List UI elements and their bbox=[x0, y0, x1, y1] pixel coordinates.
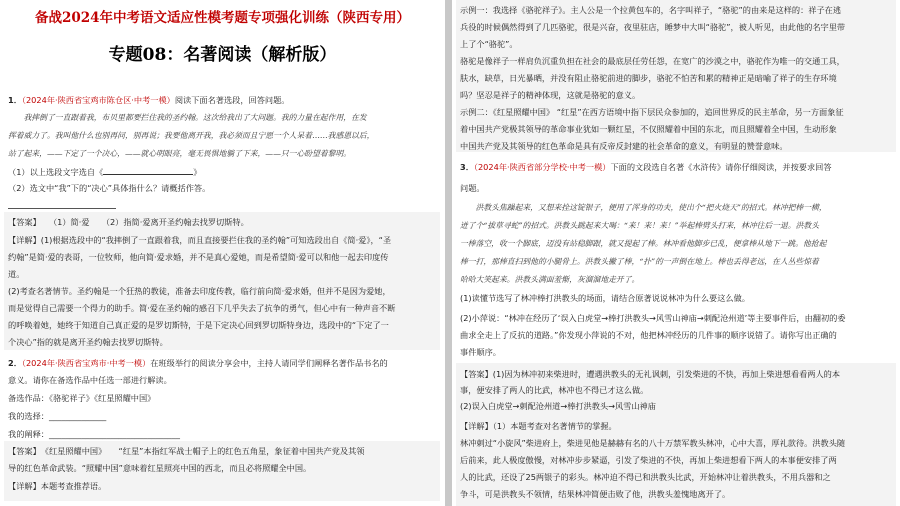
q3-explain-text: （1）本题考查对名著情节的掌握。 bbox=[492, 421, 617, 431]
q1-source: （2024年·陕西省宝鸡市陈仓区·中考一模） bbox=[21, 95, 175, 105]
example-line: 示例二：《红星照耀中国》 “红星”在西方语境中指下层民众参加的，追回世界反的民主革命，另一方面象征 bbox=[460, 107, 844, 117]
doc-subtitle: 专题08：名著阅读（解析版） bbox=[108, 45, 337, 65]
q2-stem: 在班级举行的阅读分享会中，主持人请同学们阐释名著作品书名的 bbox=[150, 358, 388, 368]
q3-explain-label: 【详解】 bbox=[460, 421, 493, 431]
q2-answer-label: 【答案】 bbox=[8, 446, 37, 456]
q2-explain-text: 本题考查推荐语。 bbox=[40, 481, 107, 491]
q1-sub1-close: 》 bbox=[193, 167, 202, 177]
example-line: 着中国共产党极其领导的革命事业犹如一颗红星，不仅照耀着中国的东北，而且照耀着全中国，生动形象 bbox=[460, 124, 837, 134]
q1-answer-text: （1）简·爱 （2）指简·爱离开圣约翰去找罗切斯特。 bbox=[53, 217, 249, 227]
q1-explain-line: (2)考查名著情节。圣约翰是一个狂热的教徒，准备去印度传教，临行前向简·爱求婚，但并不是因为爱她， bbox=[8, 286, 391, 296]
q1-sub1-blank[interactable] bbox=[103, 166, 193, 175]
q1-passage-line: 挥着威力了。我叫他什么也别再问，别再说；我要他离开我，我必须而且宁愿一个人呆着……我感恩以后， bbox=[8, 131, 375, 140]
q3-passage-line: 哈哈大笑起来。洪教头满面羞惭，灰溜溜地走开了。 bbox=[460, 275, 640, 284]
example-line: 肤水，缺草，日光暴晒，并没有阻止骆驼前进的脚步，骆驼不怕苦和累的精神正是暗喻了祥子的生存环境 bbox=[460, 73, 837, 83]
q3-explain-line: 人的比武，还设了25两银子的彩头。林冲迫不得已和洪教头比武，开始林冲让着洪教头，不用兵器和之 bbox=[460, 472, 831, 482]
q1-explain-line: 道。 bbox=[8, 269, 25, 279]
example-line: 中国共产党及其领导的红色革命是具有反帝反封建的社会革命的意义，有明显的赞誉意味。 bbox=[460, 141, 788, 151]
q1-sub1 bbox=[8, 166, 201, 178]
q1-explain-line: 个决心”指的就是离开圣约翰去找罗切斯特。 bbox=[8, 337, 168, 347]
q3-stem: 下面的文段选自名著《水浒传》请你仔细阅读，并按要求回答 bbox=[610, 162, 832, 172]
q3-answer-text: (1)因为林冲初来柴进时，遭遇洪教头的无礼讽刺，引发柴进的不快，再加上柴进想看看两人的本 bbox=[492, 369, 841, 379]
example-line: 示例一：我选择《骆驼祥子》。主人公是一个拉黄包车的，名字叫祥子，“骆驼”的由来是这样的：祥子在逃 bbox=[460, 5, 842, 15]
q1-header bbox=[8, 95, 289, 106]
q1-explain-line: 而是觉得自己需要一个得力的助手。简·爱在圣约翰的感召下几乎失去了抗争的勇气，但心中有一种声音不断 bbox=[8, 303, 396, 313]
q3-answer-line: 事，便安排了两人的比武，林冲也不得已才这么做。 bbox=[460, 385, 649, 395]
q1-explain-text: (1)根据选段中的“我摔倒了一直跟着我，而且直接要拦住我的圣约翰”可知选段出自《简·爱》，“圣 bbox=[40, 235, 392, 245]
q3-passage-line: 棒一打，那棒直扫到他的小腿骨上。洪教头撇了棒，“扑”的一声倒在地上。棒也丢得老远，在人丛些惊着 bbox=[460, 257, 819, 266]
q1-explain-line: 约翰”是简·爱的表哥，一位牧师，他向简·爱求婚，并不是真心爱她，而是希望简·爱可以和他一起去印度传 bbox=[8, 252, 389, 262]
q3-sub2-line: (2)小萍说：“林冲在经历了‘误入白虎堂→棒打洪教头→风雪山神庙→刺配沧州道’等主要事件后，由翻初的委 bbox=[460, 313, 846, 323]
q1-stem: 阅读下面名著选段，回答问题。 bbox=[174, 95, 290, 105]
page-right bbox=[452, 0, 900, 506]
q3-answer-line: (2)误入白虎堂→刺配沧州道→棒打洪教头→风雪山神庙 bbox=[460, 401, 656, 411]
q1-explain-line: 的呼唤着她，她终于知道自己真正爱的是罗切斯特，于是下定决心回到罗切斯特身边，选段中的“下定了一 bbox=[8, 320, 389, 330]
q1-explain-line bbox=[8, 235, 391, 246]
page-gap bbox=[445, 0, 452, 506]
q2-options: 备选作品：《骆驼祥子》《红星照耀中国》 bbox=[8, 393, 156, 403]
q2-num: 2． bbox=[8, 358, 22, 368]
q1-sub2: （2）选文中“我”下的“决心”具体指什么？请概括作答。 bbox=[8, 183, 211, 193]
q1-passage-line: 我摔倒了一直跟着我，布贝里都要拦住我的圣约翰。这次给我出了大问题。我的力量在起作用，在发 bbox=[8, 113, 367, 122]
q2-stem2: 意义。请你在备选作品中任选一部进行解读。 bbox=[8, 375, 172, 385]
q1-passage-line: 站了起来，——下定了一个决心，——就心明眼亮，毫无畏惧地躺了下来，——只一心盼望着黎明。 bbox=[8, 149, 352, 158]
q1-answer bbox=[8, 217, 249, 228]
q2-answer-text: 《红星照耀中国》 “红星”本指红军战士帽子上的红色五角星，象征着中国共产党及其领 bbox=[44, 446, 365, 456]
page-left bbox=[0, 0, 445, 506]
example-line: 吗？坚忍是祥子的精神体现，这就是骆驼的意义。 bbox=[460, 90, 641, 100]
q1-explain-label: 【详解】 bbox=[8, 235, 41, 245]
q3-sub1: (1)读懂节选写了林冲棒打洪教头的场面，请结合原著说说林冲为什么要这么做。 bbox=[460, 293, 750, 303]
q3-explain-line: 林冲刺过“小旋风”柴进府上，柴进见他是赫赫有名的八十万禁军教头林冲，心中大喜，厚礼款待。洪教头随 bbox=[460, 438, 846, 448]
example-line: 兵役的时候偶然得到了几匹骆驼，很是兴奋，夜里驻店，睡梦中大叫“骆驼”，被人听见，由此他的名字里带 bbox=[460, 22, 846, 32]
q3-header bbox=[460, 162, 832, 173]
q3-stem2: 问题。 bbox=[460, 183, 485, 193]
q3-passage-line: 洪教头焦躁起来，又想来拴这锭银子，便用了浑身的功夫，使出个“把火烧天”的招式。林冲把棒一横， bbox=[460, 203, 827, 212]
q3-sub2-line: 事件顺序。 bbox=[460, 347, 501, 357]
q3-passage-line: 迸了个“拔草寻蛇”的招式。洪教头跳起来大喝：“来！来！来！”举起棒劈头打来，林冲往后一退。洪教头 bbox=[460, 221, 820, 230]
q2-explain-label: 【详解】 bbox=[8, 481, 41, 491]
q2-choice[interactable]: 我的选择：______________ bbox=[8, 411, 107, 421]
q1-answer-line[interactable] bbox=[8, 208, 116, 209]
q3-explain-line: 争斗，可是洪教头不领情，结果林冲简便击败了他，洪教头羞愧地离开了。 bbox=[460, 489, 731, 499]
doc-title: 备战2024年中考语文适应性模考题专项强化训练（陕西专用） bbox=[34, 10, 411, 26]
example-line: 骆驼是像祥子一样肩负沉重负担在社会的最底层任劳任怨，在宽广的沙漠之中，骆驼作为唯一的交通工具， bbox=[460, 56, 845, 66]
q1-sub1-text: （1）以上选段文字选自《 bbox=[8, 167, 104, 177]
q2-explain bbox=[8, 481, 106, 492]
q1-answer-label: 【答案】 bbox=[8, 217, 37, 227]
q3-sub2-line: 曲求全走上了反抗的道路。”你发现小萍说的不对，他把林冲经历的几件事的顺序说错了。请你写出正确的 bbox=[460, 330, 837, 340]
example-line: 上了个“骆驼”。 bbox=[460, 39, 518, 49]
q2-source: （2024年·陕西省宝鸡市·中考一模） bbox=[21, 358, 151, 368]
q3-answer bbox=[460, 369, 840, 380]
q3-explain-line: 后前来，此人极度傲慢，对林冲步步紧逼，引发了柴进的不快，再加上柴进想看下两人的本事便安排了两 bbox=[460, 455, 837, 465]
q2-explain-field[interactable]: 我的阐释：________________________________ bbox=[8, 429, 180, 439]
q2-answer bbox=[8, 446, 364, 457]
q3-num: 3． bbox=[460, 162, 474, 172]
q3-source: （2024年·陕西省部分学校·中考一模） bbox=[473, 162, 611, 172]
q1-num: 1． bbox=[8, 95, 22, 105]
q2-header bbox=[8, 358, 388, 369]
q3-explain bbox=[460, 421, 617, 432]
q3-answer-label: 【答案】 bbox=[460, 369, 493, 379]
q3-passage-line: 一棒落空，收一个脚底，迈没有站稳脚跟，就又提起了棒。林冲看他脚步已乱，便拿棒从地下一跳。他抢起 bbox=[460, 239, 827, 248]
q2-answer-line2: 导的红色革命武装。“照耀中国”意味着红星照亮中国的西北，而且必将照耀全中国。 bbox=[8, 463, 312, 473]
